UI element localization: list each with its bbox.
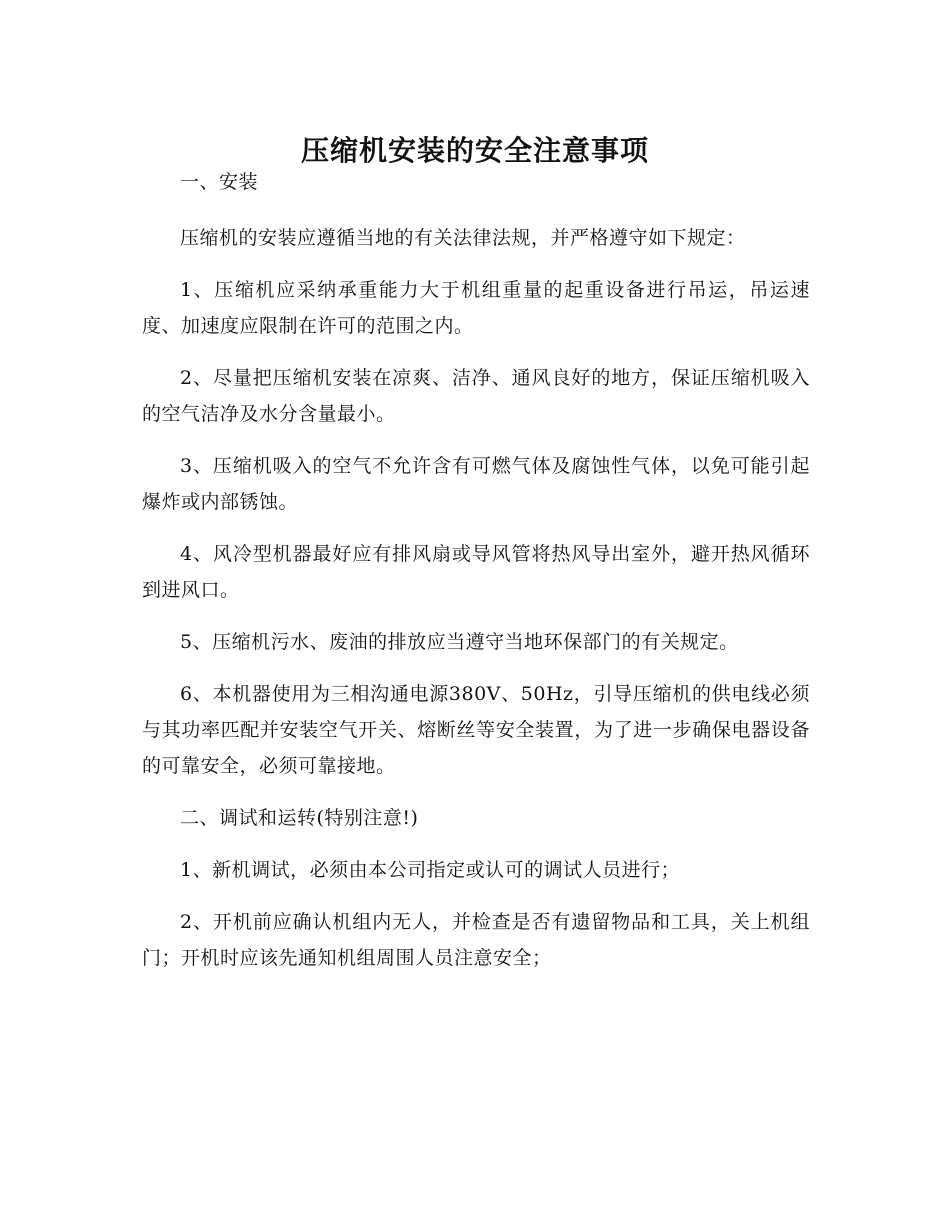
install-item-6: 6、本机器使用为三相沟通电源380V、50Hz，引导压缩机的供电线必须与其功率匹配并安装空气开关、熔断丝等安全装置，为了进一步确保电器设备的可靠安全，必须可靠接地。 bbox=[142, 683, 810, 777]
commissioning-item-1: 1、新机调试，必须由本公司指定或认可的调试人员进行； bbox=[180, 859, 681, 881]
install-item-1: 1、压缩机应采纳承重能力大于机组重量的起重设备进行吊运，吊运速度、加速度应限制在许可的范围之内。 bbox=[142, 279, 810, 337]
section-heading-commissioning: 二、调试和运转(特别注意!) bbox=[180, 807, 419, 829]
section-heading-install: 一、安装 bbox=[180, 171, 259, 193]
install-item-2: 2、尽量把压缩机安装在凉爽、洁净、通风良好的地方，保证压缩机吸入的空气洁净及水分含量最小。 bbox=[142, 367, 810, 425]
document-title: 压缩机安装的安全注意事项 bbox=[300, 133, 649, 167]
document-body bbox=[142, 164, 810, 992]
install-item-3: 3、压缩机吸入的空气不允许含有可燃气体及腐蚀性气体，以免可能引起爆炸或内部锈蚀。 bbox=[142, 455, 810, 513]
install-intro-paragraph: 压缩机的安装应遵循当地的有关法律法规，并严格遵守如下规定： bbox=[180, 227, 746, 249]
install-item-5: 5、压缩机污水、废油的排放应当遵守当地环保部门的有关规定。 bbox=[180, 631, 739, 653]
commissioning-item-2: 2、开机前应确认机组内无人，并检查是否有遗留物品和工具，关上机组门；开机时应该先通知机组周围人员注意安全； bbox=[142, 911, 810, 969]
install-item-4: 4、风冷型机器最好应有排风扇或导风管将热风导出室外，避开热风循环到进风口。 bbox=[142, 543, 810, 601]
